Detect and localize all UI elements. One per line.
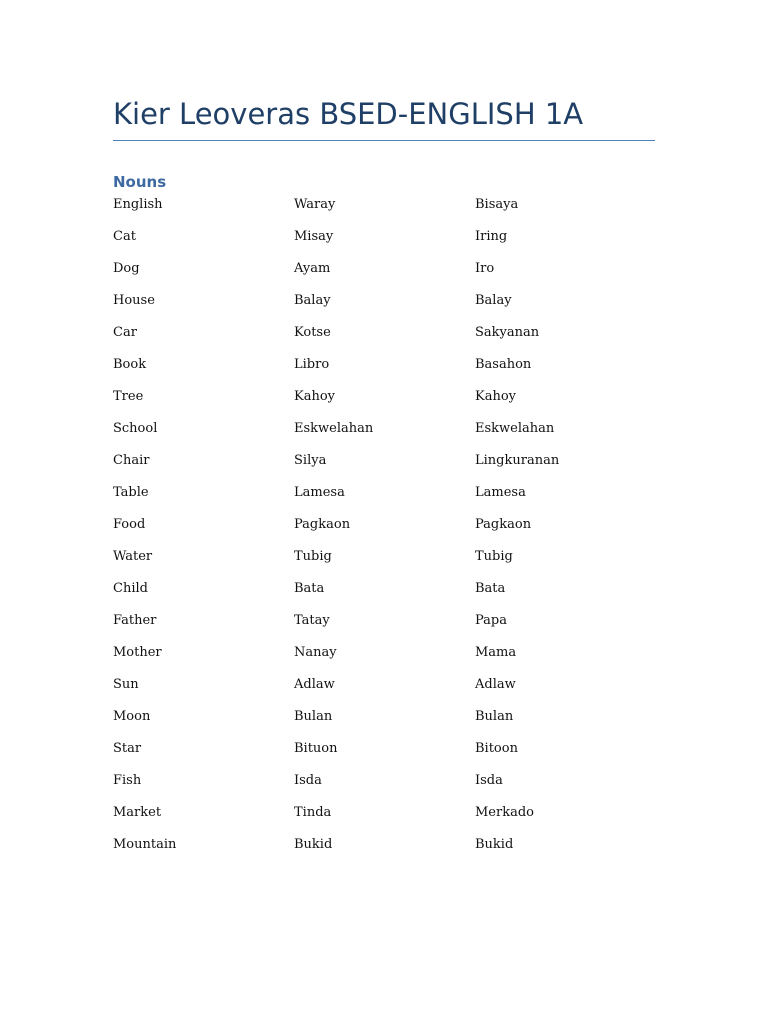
cell-english: Child — [113, 581, 148, 596]
cell-waray: Balay — [294, 293, 331, 308]
table-row — [113, 513, 658, 545]
cell-english: Sun — [113, 677, 139, 692]
cell-english: Mountain — [113, 837, 177, 852]
cell-waray: Bata — [294, 581, 325, 596]
table-row — [113, 353, 658, 385]
cell-waray: Tinda — [294, 805, 332, 820]
cell-bisaya: Basahon — [475, 357, 532, 372]
cell-bisaya: Bitoon — [475, 741, 518, 756]
table-row — [113, 481, 658, 513]
cell-bisaya: Papa — [475, 613, 507, 628]
table-row — [113, 417, 658, 449]
cell-english: Water — [113, 549, 153, 564]
cell-bisaya: Pagkaon — [475, 517, 532, 532]
cell-english: Food — [113, 517, 146, 532]
table-row — [113, 737, 658, 769]
cell-waray: Isda — [294, 773, 322, 788]
section-heading-nouns: Nouns — [113, 173, 167, 191]
cell-bisaya: Bata — [475, 581, 506, 596]
cell-english: Chair — [113, 453, 150, 468]
cell-english: Car — [113, 325, 137, 340]
table-row — [113, 769, 658, 801]
cell-waray: Kahoy — [294, 389, 336, 404]
cell-bisaya: Iro — [475, 261, 495, 276]
header-waray: Waray — [294, 197, 336, 212]
cell-bisaya: Merkado — [475, 805, 534, 820]
cell-bisaya: Kahoy — [475, 389, 517, 404]
cell-waray: Nanay — [294, 645, 337, 660]
table-row — [113, 321, 658, 353]
cell-bisaya: Lamesa — [475, 485, 526, 500]
header-bisaya: Bisaya — [475, 197, 519, 212]
table-row — [113, 545, 658, 577]
document-title: Kier Leoveras BSED-ENGLISH 1A — [113, 97, 584, 131]
title-underline — [113, 140, 655, 141]
cell-bisaya: Lingkuranan — [475, 453, 560, 468]
cell-english: Market — [113, 805, 162, 820]
cell-waray: Bulan — [294, 709, 333, 724]
noun-translation-table — [113, 193, 658, 865]
table-row — [113, 673, 658, 705]
cell-waray: Silya — [294, 453, 327, 468]
table-row — [113, 705, 658, 737]
table-row — [113, 833, 658, 865]
cell-english: Moon — [113, 709, 151, 724]
cell-english: Father — [113, 613, 157, 628]
cell-bisaya: Eskwelahan — [475, 421, 555, 436]
cell-waray: Misay — [294, 229, 334, 244]
cell-bisaya: Bulan — [475, 709, 514, 724]
cell-english: Table — [113, 485, 149, 500]
cell-english: School — [113, 421, 158, 436]
cell-bisaya: Isda — [475, 773, 503, 788]
cell-waray: Libro — [294, 357, 330, 372]
cell-english: Tree — [113, 389, 144, 404]
table-row — [113, 257, 658, 289]
cell-english: Cat — [113, 229, 136, 244]
cell-waray: Pagkaon — [294, 517, 351, 532]
cell-waray: Tubig — [294, 549, 332, 564]
cell-bisaya: Adlaw — [475, 677, 516, 692]
cell-bisaya: Balay — [475, 293, 512, 308]
cell-waray: Adlaw — [294, 677, 335, 692]
table-row — [113, 449, 658, 481]
header-english: English — [113, 197, 163, 212]
cell-waray: Bituon — [294, 741, 338, 756]
cell-english: House — [113, 293, 155, 308]
cell-bisaya: Mama — [475, 645, 517, 660]
table-header-row — [113, 193, 658, 225]
cell-waray: Bukid — [294, 837, 333, 852]
cell-bisaya: Tubig — [475, 549, 513, 564]
cell-waray: Eskwelahan — [294, 421, 374, 436]
cell-waray: Kotse — [294, 325, 331, 340]
cell-english: Fish — [113, 773, 142, 788]
cell-bisaya: Iring — [475, 229, 508, 244]
table-row — [113, 577, 658, 609]
table-row — [113, 801, 658, 833]
cell-waray: Lamesa — [294, 485, 345, 500]
cell-english: Mother — [113, 645, 162, 660]
table-body — [113, 193, 658, 865]
cell-bisaya: Sakyanan — [475, 325, 540, 340]
cell-waray: Tatay — [294, 613, 330, 628]
table-row — [113, 225, 658, 257]
cell-waray: Ayam — [294, 261, 331, 276]
cell-bisaya: Bukid — [475, 837, 514, 852]
table-row — [113, 289, 658, 321]
cell-english: Book — [113, 357, 147, 372]
table-row — [113, 609, 658, 641]
cell-english: Star — [113, 741, 142, 756]
table-row — [113, 641, 658, 673]
cell-english: Dog — [113, 261, 140, 276]
table-row — [113, 385, 658, 417]
